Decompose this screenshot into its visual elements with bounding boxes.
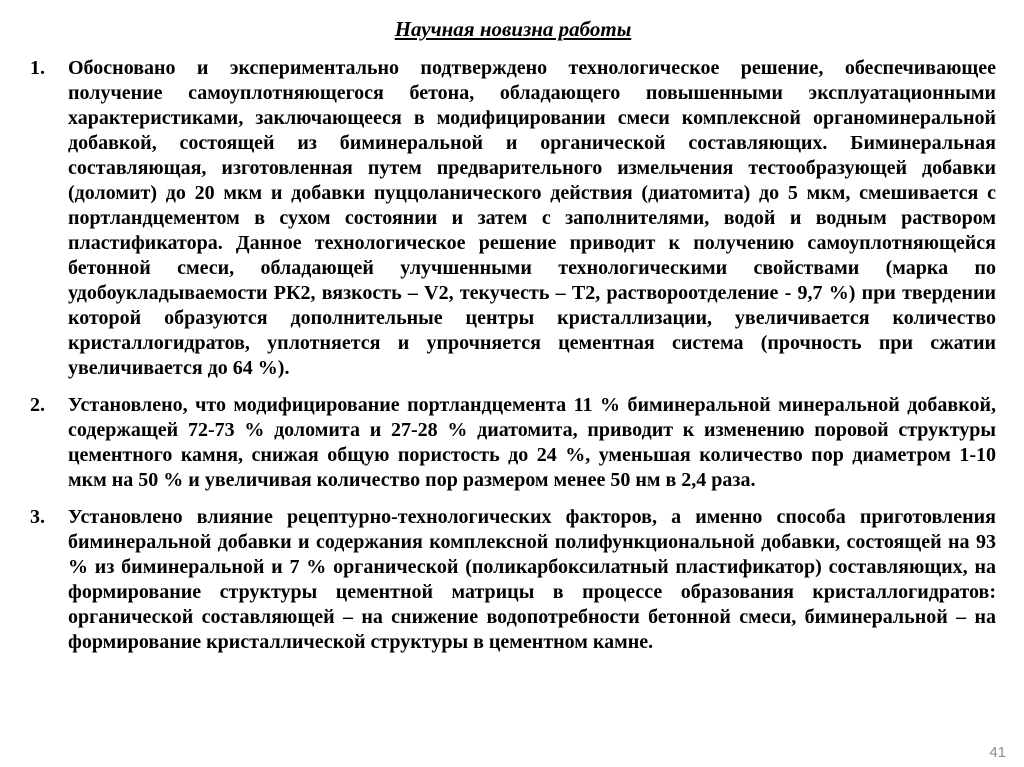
slide-title: Научная новизна работы — [394, 17, 632, 41]
item-text: Обосновано и экспериментально подтверждено технологическое решение, обеспечивающее получение самоуплотняющегося бетона, обладающего повышенными эксплуатационными характеристиками, заключающееся в модифицировании смеси комплексной органоминеральной добавкой, состоящей из биминеральной и органической составляющих. Биминеральная составляющая, изготовленная путем предварительного измельчения тестообразующей добавки (доломит) до 20 мкм и добавки пуццоланического действия (диатомита) до 5 мкм, смешивается с портландцементом в сухом состоянии и затем с заполнителями, водой и водным раствором пластификатора. Данное технологическое решение приводит к получению самоуплотняющейся бетонной смеси, обладающей улучшенными технологическими свойствами (марка по удобоукладываемости РК2, вязкость – V2, текучесть – Т2, раствороотделение - 9,7 %) при твердении которой образуются дополнительные центры кристаллизации, увеличивается количество кристаллогидратов, уплотняется и упрочняется цементная система (прочность при сжатии увеличивается до 64 %). — [68, 57, 996, 379]
list-item — [30, 505, 996, 655]
list-item — [30, 56, 996, 381]
item-number: 1. — [30, 57, 45, 79]
numbered-list — [30, 56, 996, 655]
list-item — [30, 393, 996, 493]
item-text: Установлено влияние рецептурно-технологических факторов, а именно способа приготовления биминеральной добавки и содержания комплексной полифункциональной добавки, состоящей на 93 % из биминеральной и 7 % органической (поликарбоксилатный пластификатор) составляющих, на формирование структуры цементной матрицы в процессе образования кристаллогидратов: органической составляющей – на снижение водопотребности бетонной смеси, биминеральной – на формирование кристаллической структуры в цементном камне. — [68, 506, 996, 653]
item-number: 2. — [30, 394, 45, 416]
page-number: 41 — [989, 744, 1006, 761]
item-number: 3. — [30, 506, 45, 528]
item-text: Установлено, что модифицирование портландцемента 11 % биминеральной минеральной добавкой, содержащей 72-73 % доломита и 27-28 % диатомита, приводит к изменению поровой структуры цементного камня, снижая общую пористость до 24 %, уменьшая количество пор диаметром 1-10 мкм на 50 % и увеличивая количество пор размером менее 50 нм в 2,4 раза. — [68, 394, 996, 491]
